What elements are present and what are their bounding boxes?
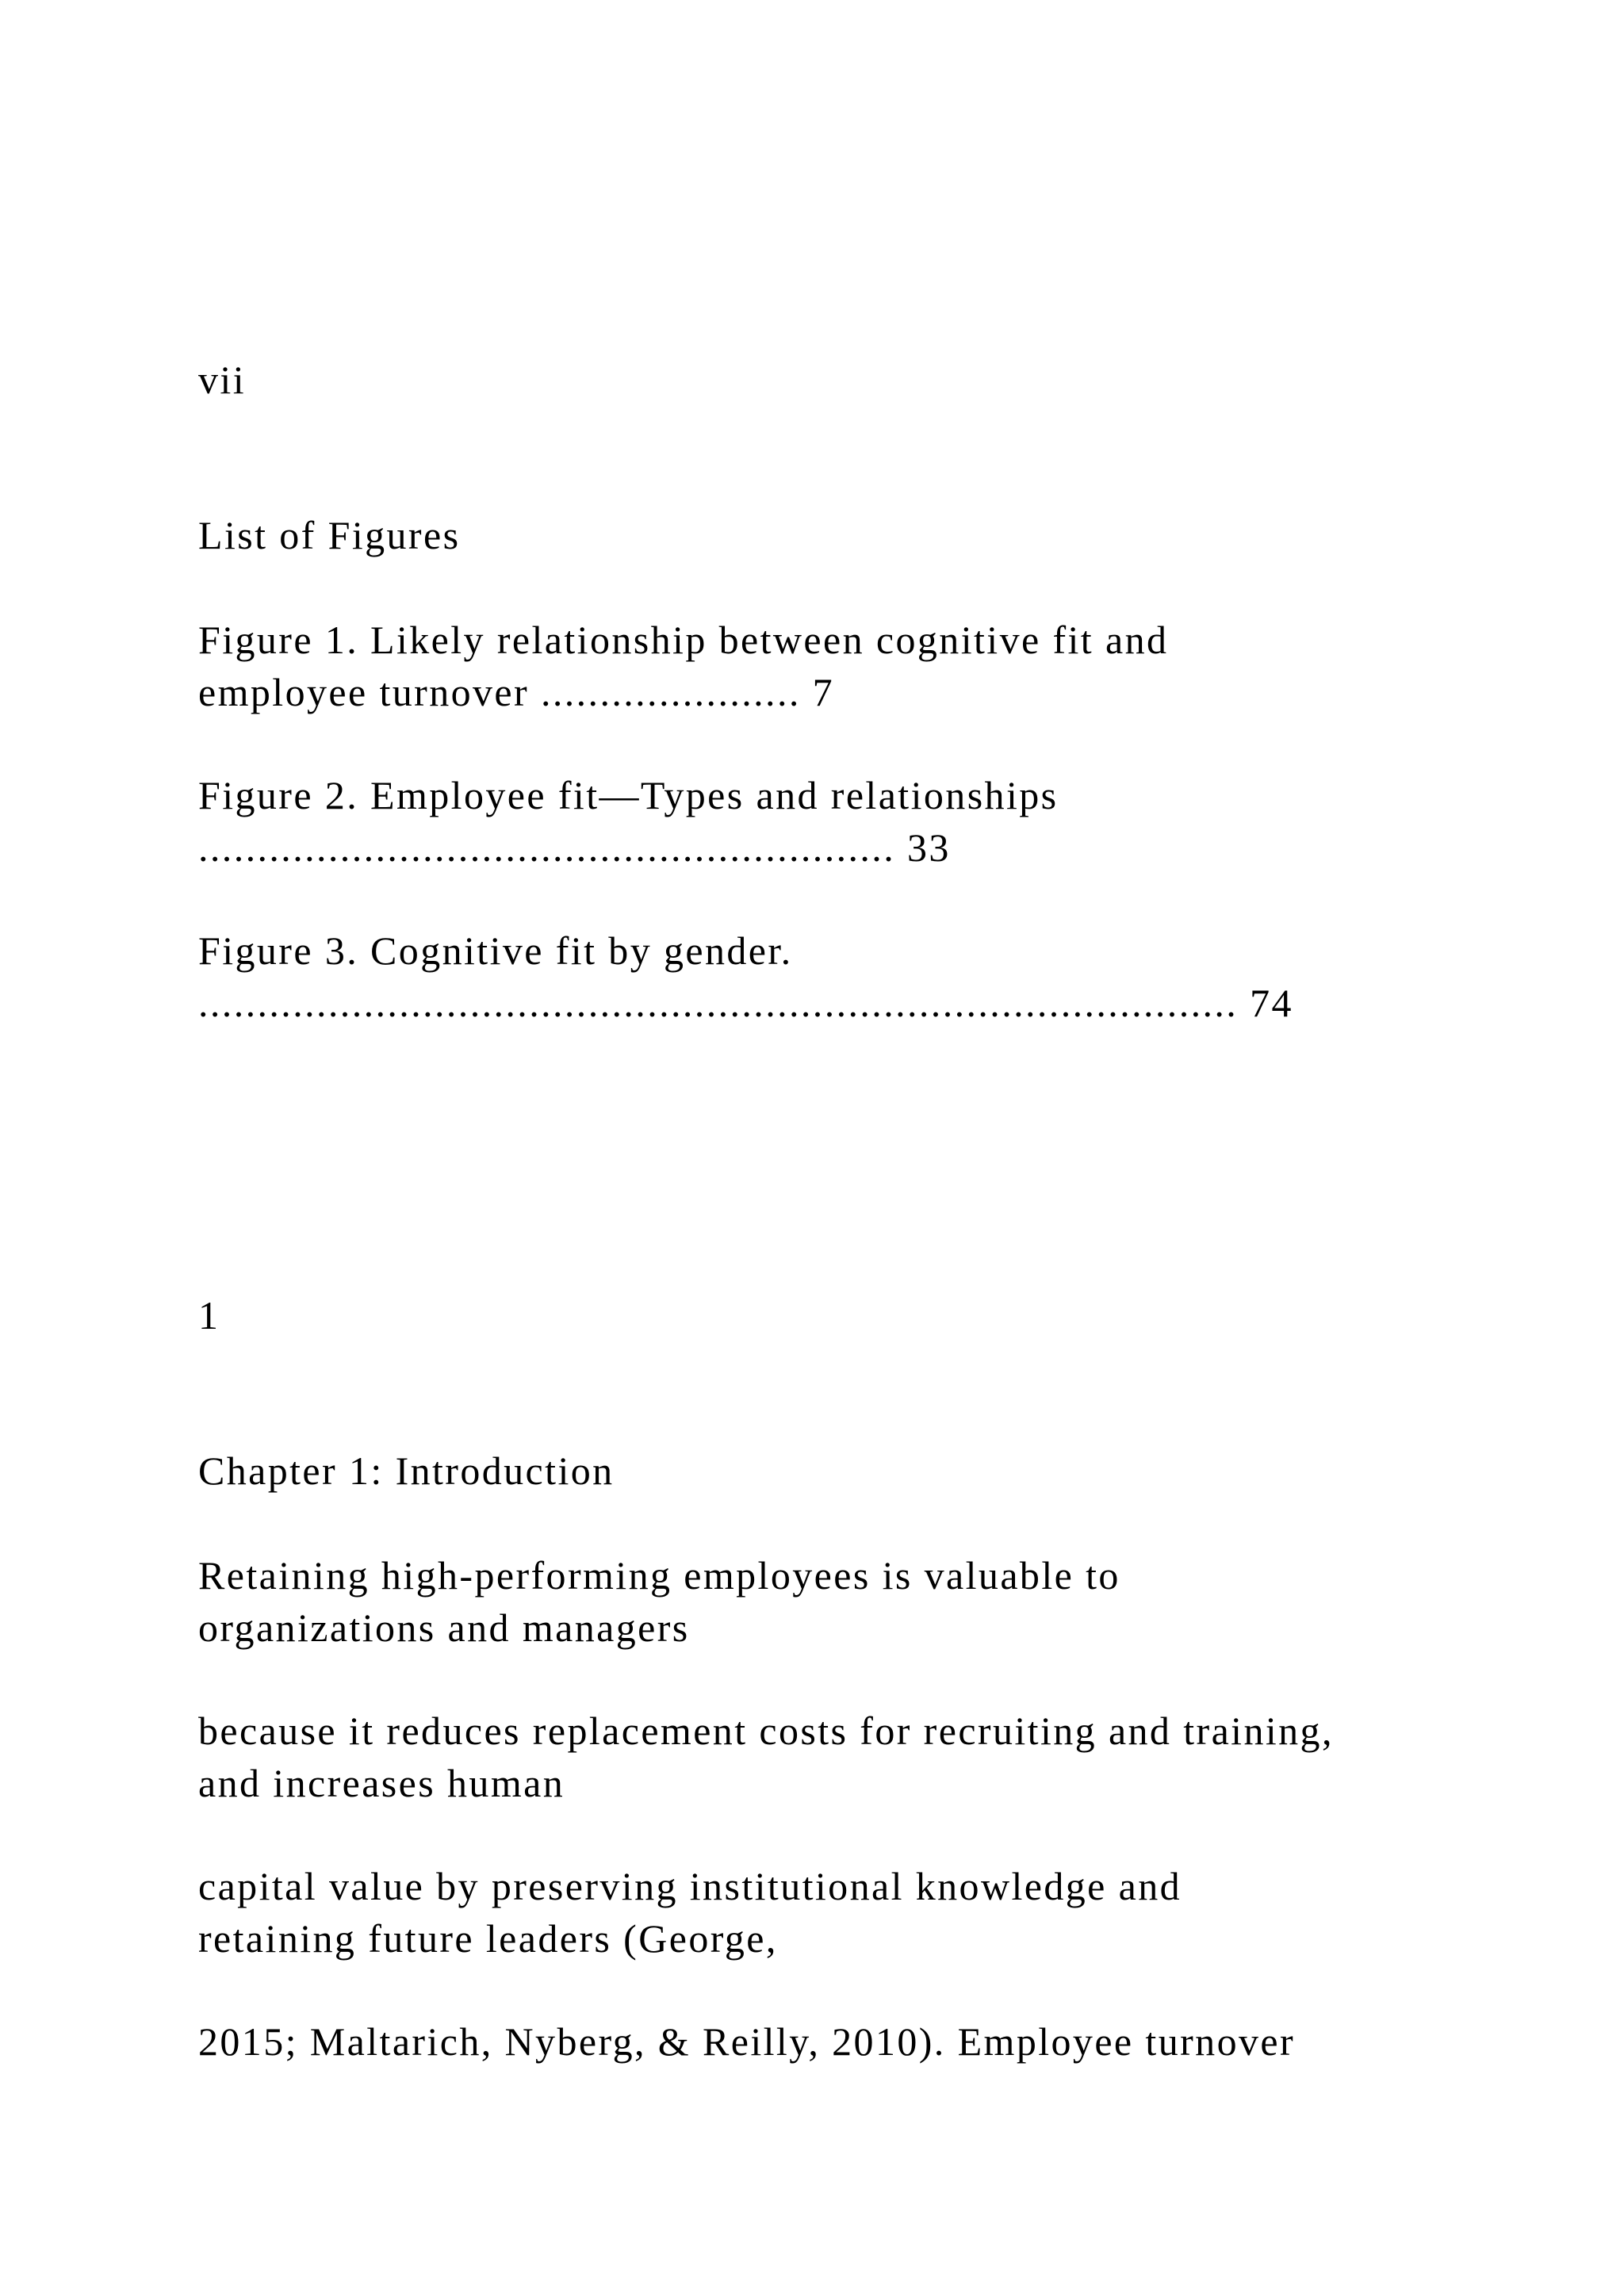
figure-entry-title: Figure 3. Cognitive fit by gender. <box>198 928 793 973</box>
body-text-line: retaining future leaders (George, <box>198 1916 778 1961</box>
page-number-arabic: 1 <box>198 1293 220 1337</box>
body-text-line: 2015; Maltarich, Nyberg, & Reilly, 2010). Employee turnover <box>198 2019 1296 2064</box>
figure-entry-title: Figure 2. Employee fit—Types and relationships <box>198 773 1059 817</box>
figure-entry-leader-page: ........................................................... 33 <box>198 825 951 870</box>
figure-entry-title: Figure 1. Likely relationship between cognitive fit and <box>198 618 1169 662</box>
list-of-figures-heading: List of Figures <box>198 513 461 557</box>
body-text-line: organizations and managers <box>198 1605 690 1650</box>
body-text-line: capital value by preserving institutional knowledge and <box>198 1864 1182 1908</box>
figure-entry-leader-page: ........................................................................................ 74 <box>198 981 1293 1025</box>
chapter-heading: Chapter 1: Introduction <box>198 1448 615 1493</box>
body-text-line: Retaining high-performing employees is valuable to <box>198 1553 1120 1598</box>
page-number-roman: vii <box>198 358 246 402</box>
figure-entry-leader-page: employee turnover ...................... 7 <box>198 670 835 714</box>
body-text-line: because it reduces replacement costs for recruiting and training, <box>198 1709 1334 1753</box>
body-text-line: and increases human <box>198 1761 565 1805</box>
